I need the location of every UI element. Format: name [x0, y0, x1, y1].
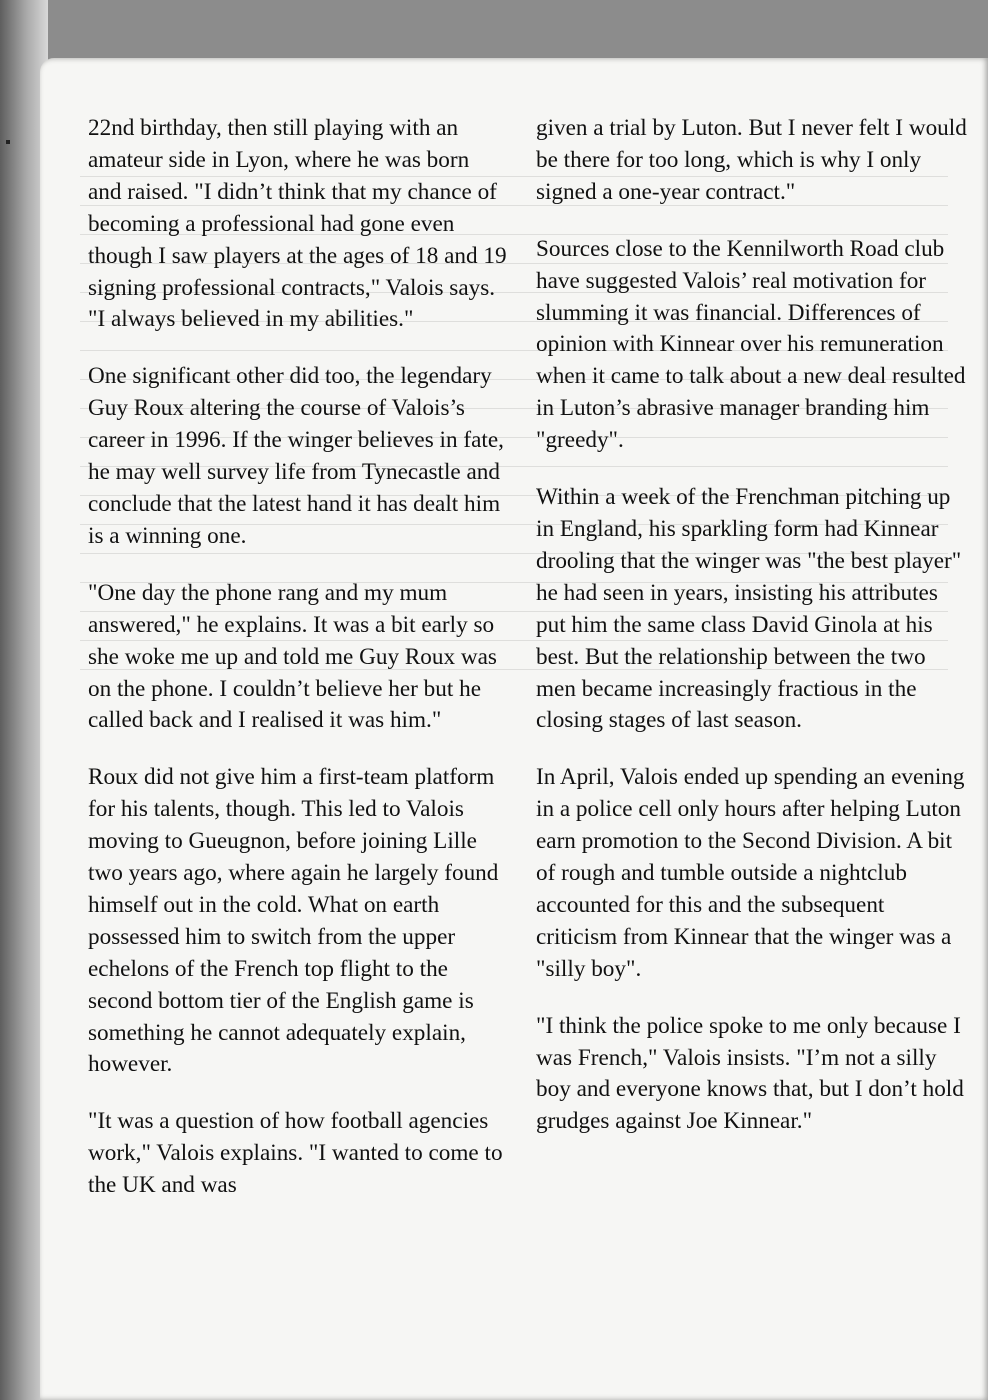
paragraph: 22nd birthday, then still playing with an amateur side in Lyon, where he was born and raised. "I didn’t think that my chance of becoming a professional had gone even though I saw players at the ages of 18 and 19 signing professional contracts," Valois says. "I always believed in my abilities."	[88, 115, 507, 333]
paragraph: "I think the police spoke to me only because I was French," Valois insists. "I’m not a silly boy and everyone knows that, but I don’t hold grudges against Joe Kinnear."	[536, 1012, 964, 1135]
article-column-right	[536, 113, 968, 1163]
paragraph: given a trial by Luton. But I never felt I would be there for too long, which is why I only signed a one-year contract."	[536, 115, 967, 205]
article-column-left	[88, 113, 508, 1227]
paragraph: "It was a question of how football agencies work," Valois explains. "I wanted to come to the UK and was	[88, 1108, 503, 1199]
paragraph: One significant other did too, the legendary Guy Roux altering the course of Valois’s career in 1996. If the winger believes in fate, he may well survey life from Tynecastle and conclude that the latest hand it has dealt him is a winning one.	[88, 363, 504, 549]
paragraph: Roux did not give him a first-team platform for his talents, though. This led to Valois moving to Gueugnon, before joining Lille two years ago, where again he largely found himself out in the cold. What on earth possessed him to switch from the upper echelons of the French top flight to the second bottom tier of the English game is something he cannot adequately explain, however.	[88, 764, 499, 1078]
paragraph: "One day the phone rang and my mum answered," he explains. It was a bit early so she woke me up and told me Guy Roux was on the phone. I couldn’t believe her but he called back and I realised it was him."	[88, 579, 497, 734]
paragraph: Sources close to the Kennilworth Road club have suggested Valois’ real motivation for slumming it was financial. Differences of opinion with Kinnear over his remuneration when it came to talk about a new deal resulted in Luton’s abrasive manager branding him "greedy".	[536, 235, 966, 454]
scan-speck	[6, 140, 10, 144]
paragraph: In April, Valois ended up spending an evening in a police cell only hours after helping Luton earn promotion to the Second Division. A bit of rough and tumble outside a nightclub accounted for this and the subsequent criticism from Kinnear that the winger was a "silly boy".	[536, 764, 965, 982]
magazine-page	[40, 58, 988, 1400]
paragraph: Within a week of the Frenchman pitching up in England, his sparkling form had Kinnear drooling that the winger was "the best player" he had seen in years, insisting his attributes put him the same class David Ginola at his best. But the relationship between the two men became increasingly fractious in the closing stages of last season.	[536, 484, 962, 734]
